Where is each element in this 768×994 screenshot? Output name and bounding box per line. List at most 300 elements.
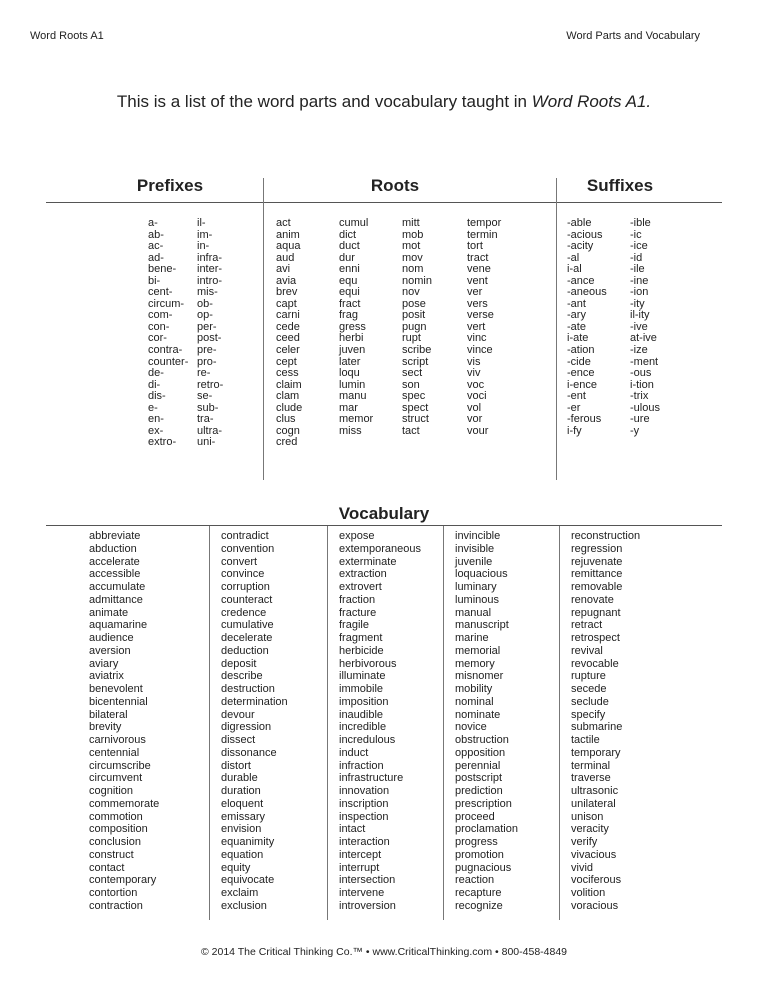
vocabulary-item: ultrasonic — [571, 785, 619, 797]
vocabulary-item: verify — [571, 836, 598, 848]
root-item: celer — [276, 344, 300, 357]
prefix-item: infra- — [197, 251, 223, 264]
vocabulary-item: animate — [89, 606, 129, 619]
prefix-item: sub- — [197, 401, 219, 414]
prefix-item: ex- — [148, 424, 164, 437]
vocabulary-item: convert — [221, 555, 258, 568]
vocabulary-item: convince — [221, 568, 265, 581]
vocabulary-item: revocable — [571, 657, 619, 670]
root-item: ceed — [276, 332, 300, 345]
suffix-item: -acious — [567, 228, 603, 241]
root-item: dur — [339, 251, 355, 264]
vocabulary-item: contraction — [89, 899, 143, 912]
vocabulary-item: describe — [221, 670, 263, 683]
root-item: tract — [467, 251, 489, 264]
root-item: vour — [467, 424, 489, 437]
root-item: brev — [276, 286, 298, 299]
vocabulary-item: vivid — [571, 861, 594, 874]
root-item: mot — [402, 240, 421, 253]
vocabulary-item: seclude — [571, 695, 609, 708]
vocabulary-item: fragment — [339, 632, 383, 644]
suffix-item: -ure — [630, 413, 650, 426]
root-item: mov — [402, 251, 423, 264]
root-item: carni — [276, 309, 300, 322]
root-item: cept — [276, 355, 297, 368]
vocabulary-item: prescription — [455, 797, 512, 810]
vocabulary-item: imposition — [339, 695, 389, 708]
vocabulary-heading: Vocabulary — [338, 504, 430, 523]
vocabulary-item: introversion — [339, 899, 396, 912]
suffix-item: -cide — [567, 355, 591, 368]
prefix-item: cent- — [148, 286, 173, 299]
vocabulary-item: abbreviate — [89, 530, 141, 542]
vocabulary-item: extrovert — [339, 581, 382, 593]
vocabulary-column — [339, 530, 421, 913]
vocabulary-item: pugnacious — [455, 861, 512, 874]
root-item: vince — [467, 344, 493, 357]
header-right: Word Parts and Vocabulary — [566, 30, 700, 42]
root-item: mar — [339, 401, 358, 414]
vocabulary-item: circumscribe — [89, 759, 151, 772]
column-divider — [443, 526, 444, 920]
root-item: equ — [339, 274, 358, 287]
column-divider — [556, 178, 557, 480]
suffix-item: -ation — [567, 344, 595, 357]
vocabulary-item: fracture — [339, 606, 377, 619]
suffixes-heading: Suffixes — [586, 176, 654, 195]
root-item: act — [276, 217, 291, 229]
prefix-item: re- — [197, 367, 211, 380]
vocabulary-item: fraction — [339, 593, 376, 606]
root-item: herbi — [339, 332, 364, 345]
vocabulary-item: interaction — [339, 836, 390, 848]
root-item: cede — [276, 320, 300, 333]
root-item: spec — [402, 390, 426, 403]
root-item: clus — [276, 413, 296, 426]
root-item: pose — [402, 297, 426, 310]
vocabulary-item: devour — [221, 708, 255, 721]
prefix-item: bene- — [148, 263, 177, 276]
root-item: vert — [467, 320, 486, 333]
vocabulary-item: centennial — [89, 746, 140, 759]
root-item: memor — [339, 413, 374, 426]
root-item: claim — [276, 378, 302, 391]
root-item: tort — [467, 240, 483, 253]
vocabulary-item: intact — [339, 823, 366, 836]
vocabulary-column — [571, 530, 640, 913]
suffix-item: -ous — [630, 367, 652, 380]
root-item: equi — [339, 286, 360, 299]
vocabulary-item: contortion — [89, 887, 138, 899]
vocabulary-item: cumulative — [221, 619, 274, 632]
vocabulary-item: contact — [89, 861, 125, 874]
vocabulary-item: bilateral — [89, 708, 128, 721]
vocabulary-item: memorial — [455, 644, 501, 657]
vocabulary-item: herbivorous — [339, 657, 397, 670]
suffix-item: -ferous — [567, 413, 602, 426]
root-item: avia — [276, 274, 297, 287]
root-item: tact — [402, 424, 420, 437]
root-item: manu — [339, 390, 367, 403]
root-item: vinc — [467, 332, 487, 345]
vocabulary-divider — [46, 525, 722, 526]
vocabulary-item: prediction — [455, 785, 503, 797]
suffix-item: -trix — [630, 390, 649, 403]
vocabulary-item: retract — [571, 619, 603, 632]
root-item: son — [402, 378, 420, 391]
root-item: cumul — [339, 217, 369, 229]
prefix-item: ob- — [197, 297, 213, 310]
vocabulary-item: audience — [89, 632, 134, 644]
vocabulary-item: renovate — [571, 593, 614, 606]
vocabulary-item: promotion — [455, 848, 504, 861]
root-item: posit — [402, 309, 426, 322]
vocabulary-item: commemorate — [89, 797, 160, 810]
vocabulary-item: benevolent — [89, 683, 143, 695]
root-item: dict — [339, 228, 357, 241]
prefix-item: retro- — [197, 378, 224, 391]
prefix-item: di- — [148, 378, 161, 391]
vocabulary-item: conclusion — [89, 836, 141, 848]
prefix-item: inter- — [197, 263, 223, 276]
root-item: mitt — [402, 217, 420, 229]
prefix-item: dis- — [148, 390, 166, 403]
suffix-item: -able — [567, 217, 592, 229]
column-divider — [209, 526, 210, 920]
vocabulary-item: envision — [221, 823, 262, 836]
prefix-item: ultra- — [197, 424, 223, 437]
vocabulary-item: loquacious — [455, 568, 508, 581]
root-item: aud — [276, 251, 295, 264]
prefix-item: uni- — [197, 436, 216, 449]
root-item: pugn — [402, 320, 427, 333]
vocabulary-item: corruption — [221, 581, 270, 593]
prefix-item: e- — [148, 401, 158, 414]
prefix-item: de- — [148, 367, 164, 380]
suffix-item: i-al — [567, 263, 582, 276]
root-column — [276, 218, 302, 449]
root-item: cred — [276, 436, 298, 449]
vocabulary-item: reconstruction — [571, 530, 641, 542]
vocabulary-item: convention — [221, 542, 275, 555]
vocabulary-item: intersection — [339, 874, 396, 887]
root-item: fract — [339, 297, 361, 310]
root-item: lumin — [339, 378, 366, 391]
vocabulary-item: interrupt — [339, 861, 380, 874]
root-item: termin — [467, 228, 498, 241]
prefix-item: ac- — [148, 240, 164, 253]
vocabulary-item: traverse — [571, 772, 611, 785]
vocabulary-item: submarine — [571, 721, 623, 734]
vocabulary-item: invincible — [455, 530, 501, 542]
prefix-item: ab- — [148, 228, 164, 241]
root-item: later — [339, 355, 361, 368]
vocabulary-item: deposit — [221, 657, 257, 670]
vocabulary-item: invisible — [455, 542, 495, 555]
vocabulary-item: circumvent — [89, 772, 143, 785]
vocabulary-item: aviatrix — [89, 670, 124, 683]
vocabulary-item: distort — [221, 759, 251, 772]
suffix-item: -ity — [630, 297, 645, 310]
root-item: viv — [467, 367, 481, 380]
vocabulary-item: removable — [571, 581, 623, 593]
vocabulary-item: contemporary — [89, 874, 157, 887]
root-item: frag — [339, 309, 358, 322]
suffix-item: -ive — [630, 320, 648, 333]
root-item: aqua — [276, 240, 301, 253]
vocabulary-item: infrastructure — [339, 772, 404, 785]
suffix-item: -ic — [630, 228, 642, 241]
vocabulary-item: commotion — [89, 810, 143, 823]
vocabulary-item: admittance — [89, 593, 143, 606]
prefix-item: cor- — [148, 332, 167, 345]
vocabulary-item: nominate — [455, 708, 501, 721]
column-divider — [263, 178, 264, 480]
vocabulary-column — [221, 530, 288, 913]
vocabulary-item: accessible — [89, 568, 141, 581]
suffix-item: -ice — [630, 240, 648, 253]
suffix-item: -id — [630, 251, 643, 264]
root-column — [339, 218, 373, 437]
root-item: clam — [276, 390, 300, 403]
prefixes-heading: Prefixes — [136, 176, 204, 195]
suffix-item: il-ity — [630, 309, 650, 322]
root-item: clude — [276, 401, 303, 414]
suffix-item: -ence — [567, 367, 595, 380]
vocabulary-item: expose — [339, 530, 375, 542]
vocabulary-item: juvenile — [455, 555, 493, 568]
vocabulary-item: recognize — [455, 899, 503, 912]
vocabulary-item: marine — [455, 632, 489, 644]
root-item: vor — [467, 413, 483, 426]
root-item: nomin — [402, 274, 432, 287]
vocabulary-item: extemporaneous — [339, 542, 421, 555]
prefix-item: ad- — [148, 251, 164, 264]
prefix-item: counter- — [148, 355, 189, 368]
vocabulary-item: composition — [89, 823, 148, 836]
vocabulary-item: misnomer — [455, 670, 504, 683]
vocabulary-item: opposition — [455, 746, 506, 759]
vocabulary-item: brevity — [89, 721, 122, 734]
roots-heading: Roots — [370, 176, 420, 195]
suffix-item: -acity — [567, 240, 594, 253]
vocabulary-item: destruction — [221, 683, 275, 695]
prefix-item: bi- — [148, 274, 161, 287]
suffix-item: i-tion — [630, 378, 654, 391]
vocabulary-column — [89, 530, 159, 913]
vocabulary-item: intercept — [339, 848, 382, 861]
vocabulary-item: deduction — [221, 644, 269, 657]
suffix-item: -ate — [567, 320, 586, 333]
suffix-column — [630, 218, 660, 437]
vocabulary-item: durable — [221, 772, 258, 785]
suffix-item: -ant — [567, 297, 586, 310]
vocabulary-item: temporary — [571, 746, 621, 759]
prefix-item: en- — [148, 413, 164, 426]
vocabulary-item: vivacious — [571, 848, 617, 861]
prefix-item: tra- — [197, 413, 214, 426]
vocabulary-item: rupture — [571, 670, 606, 683]
suffix-item: -ion — [630, 286, 649, 299]
suffix-item: -er — [567, 401, 581, 414]
root-item: cogn — [276, 424, 300, 437]
vocabulary-item: immobile — [339, 683, 384, 695]
vocabulary-item: illuminate — [339, 670, 386, 683]
vocabulary-item: incredulous — [339, 734, 396, 746]
vocabulary-item: luminary — [455, 581, 497, 593]
vocabulary-item: repugnant — [571, 606, 621, 619]
vocabulary-item: vociferous — [571, 874, 622, 887]
suffix-item: -ent — [567, 390, 586, 403]
suffix-item: i-fy — [567, 424, 582, 437]
vocabulary-item: obstruction — [455, 734, 509, 746]
vocabulary-item: remittance — [571, 568, 623, 581]
root-item: vent — [467, 274, 488, 287]
vocabulary-item: cognition — [89, 785, 134, 797]
vocabulary-item: postscript — [455, 772, 503, 785]
vocabulary-item: accelerate — [89, 555, 140, 568]
vocabulary-item: retrospect — [571, 632, 620, 644]
vocabulary-item: aviary — [89, 657, 119, 670]
prefix-item: in- — [197, 240, 210, 253]
prefix-item: intro- — [197, 274, 223, 287]
prefix-item: per- — [197, 320, 217, 333]
suffix-column — [567, 218, 607, 437]
column-divider — [327, 526, 328, 920]
prefix-column — [197, 218, 223, 449]
column-divider — [559, 526, 560, 920]
root-item: struct — [402, 413, 429, 426]
root-column — [467, 218, 501, 437]
prefix-item: con- — [148, 320, 170, 333]
vocabulary-item: accumulate — [89, 581, 146, 593]
vocabulary-item: eloquent — [221, 797, 264, 810]
suffix-item: -y — [630, 424, 640, 437]
vocabulary-item: volition — [571, 887, 606, 899]
vocabulary-item: carnivorous — [89, 734, 146, 746]
vocabulary-item: induct — [339, 746, 369, 759]
prefix-column — [148, 218, 188, 449]
vocabulary-item: proclamation — [455, 823, 518, 836]
vocabulary-item: equity — [221, 861, 251, 874]
root-item: sect — [402, 367, 423, 380]
vocabulary-item: innovation — [339, 785, 390, 797]
vocabulary-item: contradict — [221, 530, 269, 542]
root-item: voci — [467, 390, 487, 403]
prefix-item: op- — [197, 309, 213, 322]
root-item: miss — [339, 424, 362, 437]
vocabulary-item: equivocate — [221, 874, 275, 887]
prefix-item: se- — [197, 390, 213, 403]
vocabulary-item: progress — [455, 836, 498, 848]
root-item: vers — [467, 297, 488, 310]
root-item: nov — [402, 286, 420, 299]
root-item: tempor — [467, 217, 502, 229]
root-item: vis — [467, 355, 481, 368]
suffix-item: -ment — [630, 355, 659, 368]
suffix-item: i-ence — [567, 378, 597, 391]
vocabulary-item: perennial — [455, 759, 501, 772]
vocabulary-item: recapture — [455, 887, 502, 899]
suffix-item: -ible — [630, 217, 651, 229]
vocabulary-item: reaction — [455, 874, 495, 887]
prefix-item: il- — [197, 217, 206, 229]
vocabulary-item: bicentennial — [89, 695, 148, 708]
suffix-item: -ine — [630, 274, 649, 287]
suffix-item: -ance — [567, 274, 595, 287]
vocabulary-item: abduction — [89, 542, 137, 555]
vocabulary-item: tactile — [571, 734, 600, 746]
vocabulary-item: unison — [571, 810, 604, 823]
root-item: juven — [339, 344, 366, 357]
vocabulary-item: equation — [221, 848, 264, 861]
vocabulary-item: incredible — [339, 721, 387, 734]
vocabulary-item: unilateral — [571, 797, 616, 810]
prefix-item: a- — [148, 217, 158, 229]
vocabulary-item: proceed — [455, 810, 495, 823]
vocabulary-item: dissect — [221, 734, 256, 746]
vocabulary-item: veracity — [571, 823, 609, 836]
vocabulary-item: dissonance — [221, 746, 277, 759]
vocabulary-item: specify — [571, 708, 606, 721]
root-item: vene — [467, 263, 491, 276]
root-item: cess — [276, 367, 299, 380]
footer: © 2014 The Critical Thinking Co.™ • www.CriticalThinking.com • 800-458-4849 — [200, 946, 568, 958]
vocabulary-item: intervene — [339, 887, 385, 899]
prefix-item: contra- — [148, 344, 183, 357]
vocabulary-item: exterminate — [339, 555, 397, 568]
vocabulary-item: inaudible — [339, 708, 384, 721]
vocabulary-item: exclaim — [221, 887, 259, 899]
prefix-item: post- — [197, 332, 222, 345]
vocabulary-item: nominal — [455, 695, 494, 708]
root-item: nom — [402, 263, 424, 276]
root-item: duct — [339, 240, 360, 253]
root-item: loqu — [339, 367, 360, 380]
vocabulary-item: rejuvenate — [571, 555, 623, 568]
vocabulary-column — [455, 530, 518, 913]
suffix-item: -al — [567, 251, 580, 264]
vocabulary-item: luminous — [455, 593, 500, 606]
vocabulary-item: emissary — [221, 810, 266, 823]
vocabulary-item: credence — [221, 606, 267, 619]
vocabulary-item: construct — [89, 848, 134, 861]
vocabulary-item: aversion — [89, 644, 131, 657]
prefix-item: pro- — [197, 355, 217, 368]
vocabulary-item: mobility — [455, 683, 493, 695]
root-item: anim — [276, 228, 300, 241]
vocabulary-item: terminal — [571, 759, 611, 772]
book-title: Word Roots A1. — [531, 92, 652, 111]
suffix-item: -ile — [630, 263, 645, 276]
vocabulary-item: manuscript — [455, 619, 509, 632]
suffix-item: i-ate — [567, 332, 589, 345]
vocabulary-item: infraction — [339, 759, 384, 772]
vocabulary-item: revival — [571, 644, 603, 657]
root-item: verse — [467, 309, 494, 322]
prefix-item: extro- — [148, 436, 177, 449]
suffix-item: -ize — [630, 344, 648, 357]
root-item: spect — [402, 401, 429, 414]
vocabulary-item: fragile — [339, 619, 369, 632]
vocabulary-item: digression — [221, 721, 272, 734]
root-item: enni — [339, 263, 360, 276]
vocabulary-item: secede — [571, 683, 607, 695]
vocabulary-item: inscription — [339, 797, 389, 810]
vocabulary-item: novice — [455, 721, 487, 734]
vocabulary-item: counteract — [221, 593, 273, 606]
vocabulary-item: inspection — [339, 810, 389, 823]
